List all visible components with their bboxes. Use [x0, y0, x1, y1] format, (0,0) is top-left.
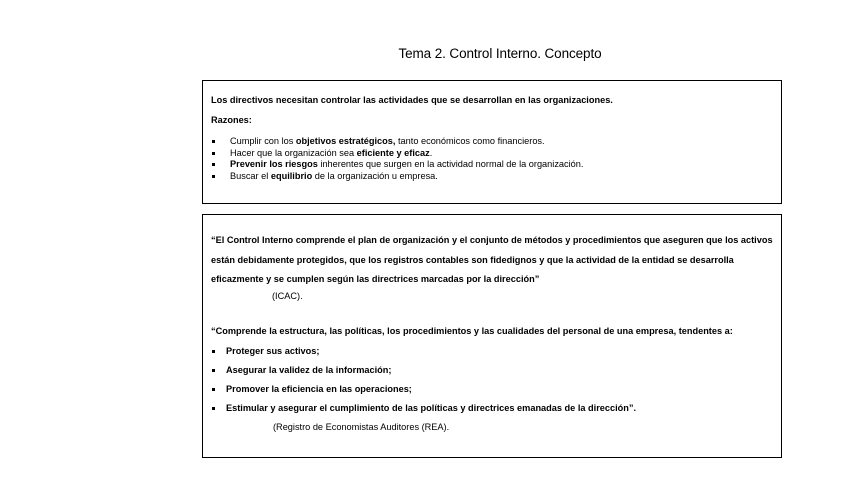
reasons-label: Razones:: [211, 115, 252, 125]
definitions-box: [202, 214, 782, 458]
reasons-list: [211, 136, 781, 182]
reasons-box: [202, 80, 782, 204]
list-item: Hacer que la organización sea eficiente y eficaz.: [211, 148, 781, 160]
objectives-list: [211, 342, 781, 418]
icac-quote: “El Control Interno comprende el plan de organización y el conjunto de métodos y procedimientos que aseguren que los activos están debidamente protegidos, que los registros contables son fidedignos y que la actividad de la entidad se desarrolla eficazmente y se cumplen según las directrices marcadas por la dirección”: [211, 235, 773, 284]
rea-quote-intro: “Comprende la estructura, las políticas, los procedimientos y las cualidades del personal de una empresa, tendentes a:: [211, 325, 733, 336]
bullet-icon: [212, 369, 215, 372]
bullet-icon: [212, 140, 215, 143]
list-item: Proteger sus activos;: [211, 342, 781, 361]
list-item: Asegurar la validez de la información;: [211, 361, 781, 380]
list-item: Estimular y asegurar el cumplimiento de las políticas y directrices emanadas de la dirección”.: [211, 399, 781, 418]
bullet-icon: [212, 152, 215, 155]
list-item: Prevenir los riesgos inherentes que surgen en la actividad normal de la organización.: [211, 159, 781, 171]
bullet-icon: [212, 388, 215, 391]
bullet-icon: [212, 163, 215, 166]
rea-source: (Registro de Economistas Auditores (REA).: [273, 421, 450, 432]
list-item: Buscar el equilibrio de la organización u empresa.: [211, 171, 781, 183]
list-item: Promover la eficiencia en las operaciones;: [211, 380, 781, 399]
list-item: Cumplir con los objetivos estratégicos, tanto económicos como financieros.: [211, 136, 781, 148]
bullet-icon: [212, 407, 215, 410]
page-title: Tema 2. Control Interno. Concepto: [398, 46, 602, 61]
bullet-icon: [212, 175, 215, 178]
intro-text: Los directivos necesitan controlar las actividades que se desarrollan en las organizaciones.: [211, 95, 613, 105]
icac-source: (ICAC).: [272, 290, 303, 301]
bullet-icon: [212, 350, 215, 353]
